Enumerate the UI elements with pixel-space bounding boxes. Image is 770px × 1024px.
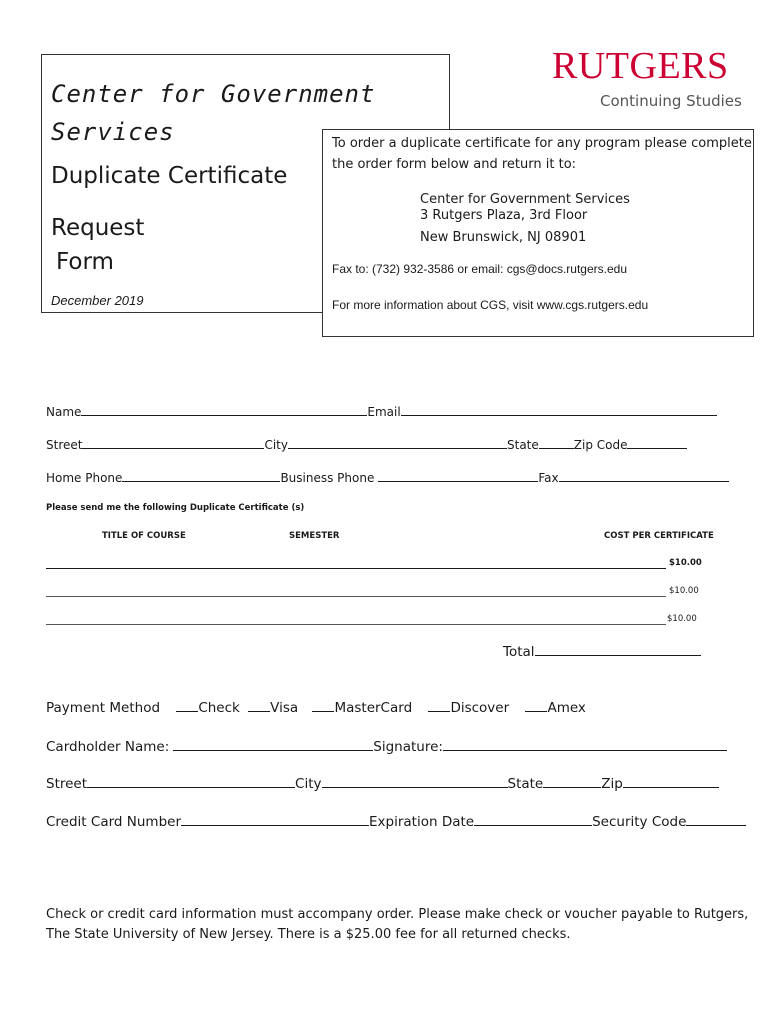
- home-phone-label: Home Phone: [46, 471, 123, 485]
- expiration-label: Expiration Date: [369, 814, 475, 830]
- fax-label: Fax: [538, 471, 559, 485]
- mastercard-blank[interactable]: [312, 698, 334, 712]
- option-check[interactable]: Check: [198, 700, 240, 716]
- billing-state-label: State: [507, 776, 544, 792]
- option-amex[interactable]: Amex: [547, 700, 586, 716]
- org-name-line2: Services: [51, 118, 175, 146]
- org-name-line1: Center for Government: [51, 80, 376, 108]
- zip-label: Zip Code: [573, 438, 628, 452]
- check-blank[interactable]: [176, 698, 198, 712]
- billing-state-field[interactable]: [543, 774, 601, 788]
- certificate-instruction: Please send me the following Duplicate Certificate (s): [46, 503, 305, 513]
- city-field[interactable]: [288, 437, 507, 449]
- discover-blank[interactable]: [428, 698, 450, 712]
- signature-field[interactable]: [443, 737, 727, 751]
- zip-field[interactable]: [627, 437, 687, 449]
- street-label: Street: [46, 438, 83, 452]
- course-line-2[interactable]: [46, 595, 666, 597]
- phone-row: [46, 470, 729, 485]
- total-label: Total: [503, 644, 535, 660]
- cardholder-field[interactable]: [173, 737, 373, 751]
- rutgers-logo: RUTGERS: [552, 45, 729, 87]
- visa-blank[interactable]: [248, 698, 270, 712]
- billing-street-label: Street: [46, 776, 88, 792]
- card-number-row: [46, 812, 746, 830]
- security-code-label: Security Code: [592, 814, 687, 830]
- address-row: [46, 437, 687, 452]
- cardholder-label: Cardholder Name:: [46, 739, 170, 755]
- cost-row-1: $10.00: [669, 558, 702, 568]
- signature-label: Signature:: [373, 739, 443, 755]
- billing-street-field[interactable]: [87, 774, 295, 788]
- billing-address-row: [46, 774, 719, 792]
- billing-zip-label: Zip: [601, 776, 623, 792]
- course-line-1[interactable]: [46, 567, 666, 569]
- security-code-field[interactable]: [686, 812, 746, 826]
- billing-city-field[interactable]: [322, 774, 508, 788]
- fax-field[interactable]: [559, 470, 729, 482]
- payment-method-row: [46, 698, 586, 716]
- doc-date: December 2019: [51, 293, 144, 308]
- address-line1: Center for Government Services: [420, 192, 630, 207]
- col-title-header: TITLE OF COURSE: [102, 531, 186, 541]
- email-field[interactable]: [401, 404, 717, 416]
- total-field[interactable]: [535, 642, 701, 656]
- total-row: [503, 642, 701, 660]
- request-line1: Request: [51, 215, 145, 241]
- option-mastercard[interactable]: MasterCard: [334, 700, 413, 716]
- state-field[interactable]: [539, 437, 574, 449]
- home-phone-field[interactable]: [122, 470, 280, 482]
- street-field[interactable]: [82, 437, 264, 449]
- more-info-line: For more information about CGS, visit www.cgs.rutgers.edu: [332, 298, 649, 312]
- card-number-field[interactable]: [181, 812, 369, 826]
- address-line2: 3 Rutgers Plaza, 3rd Floor: [420, 208, 588, 223]
- business-phone-field[interactable]: [378, 470, 538, 482]
- option-discover[interactable]: Discover: [450, 700, 510, 716]
- state-label: State: [507, 438, 539, 452]
- name-label: Name: [46, 405, 82, 419]
- city-label: City: [264, 438, 288, 452]
- col-cost-header: COST PER CERTIFICATE: [604, 531, 714, 541]
- business-phone-label: Business Phone: [280, 471, 375, 485]
- payment-method-label: Payment Method: [46, 700, 161, 716]
- request-line2: Form: [56, 249, 114, 275]
- billing-zip-field[interactable]: [623, 774, 719, 788]
- cost-row-2: $10.00: [669, 586, 699, 596]
- name-email-row: [46, 404, 717, 419]
- billing-city-label: City: [295, 776, 322, 792]
- footer-line2: The State University of New Jersey. There is a $25.00 fee for all returned checks.: [46, 927, 571, 942]
- email-label: Email: [367, 405, 401, 419]
- cost-row-3: $10.00: [667, 614, 697, 624]
- expiration-field[interactable]: [474, 812, 592, 826]
- course-line-3[interactable]: [46, 623, 666, 625]
- address-line3: New Brunswick, NJ 08901: [420, 230, 587, 245]
- doc-title: Duplicate Certificate: [51, 163, 288, 189]
- option-visa[interactable]: Visa: [270, 700, 299, 716]
- footer-line1: Check or credit card information must accompany order. Please make check or voucher payable to Rutgers,: [46, 907, 749, 922]
- col-semester-header: SEMESTER: [289, 531, 340, 541]
- amex-blank[interactable]: [525, 698, 547, 712]
- info-intro-line1: To order a duplicate certificate for any program please complete: [332, 136, 752, 151]
- logo-subtitle: Continuing Studies: [600, 92, 742, 110]
- info-intro-line2: the order form below and return it to:: [332, 157, 577, 172]
- cardholder-row: [46, 737, 727, 755]
- contact-line: Fax to: (732) 932-3586 or email: cgs@docs.rutgers.edu: [332, 262, 627, 276]
- name-field[interactable]: [81, 404, 367, 416]
- card-number-label: Credit Card Number: [46, 814, 181, 830]
